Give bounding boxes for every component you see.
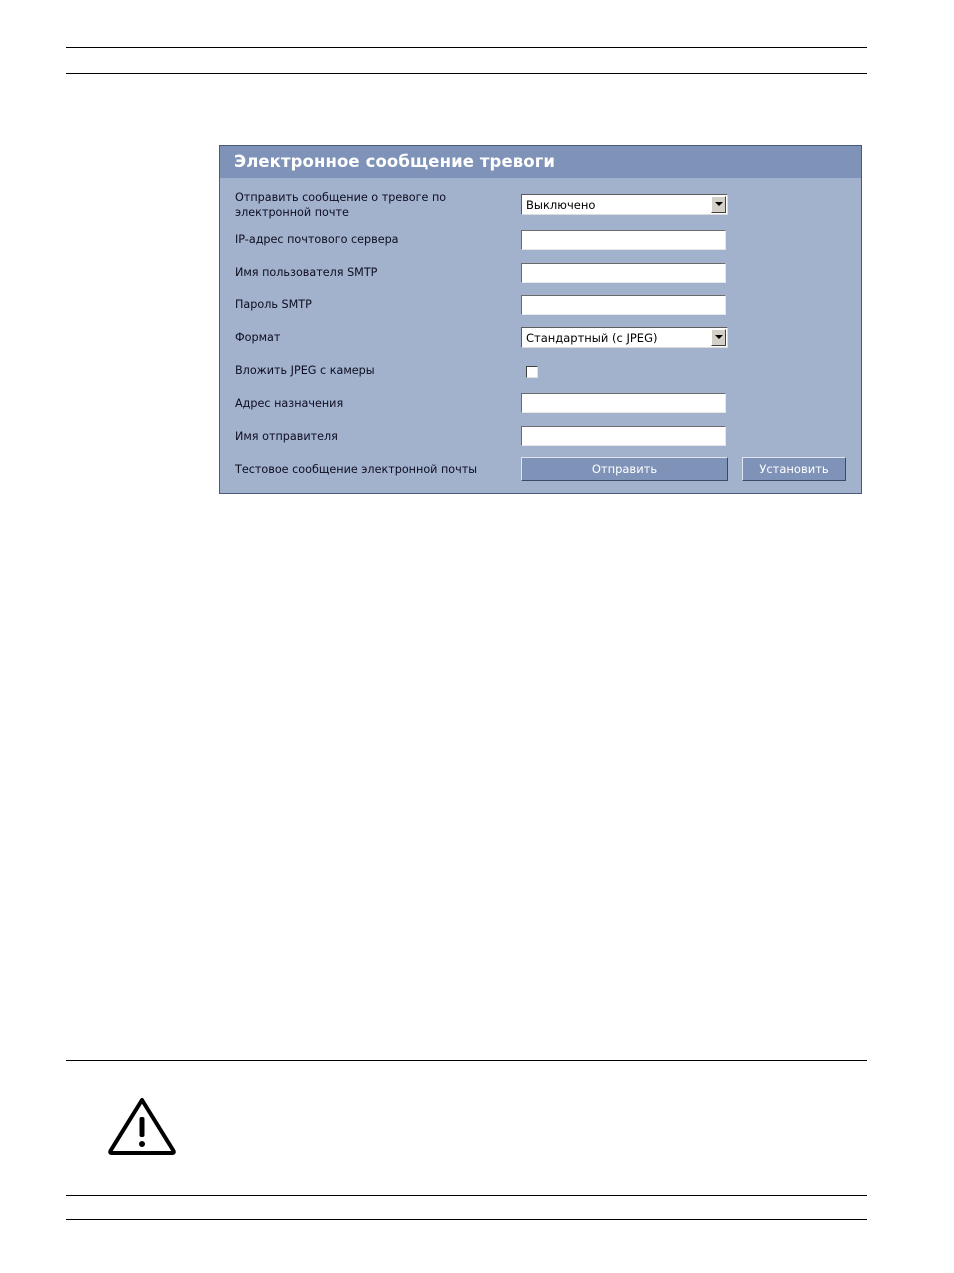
smtp-password-input[interactable] [521,295,726,315]
email-alarm-panel [219,145,862,494]
set-button[interactable]: Установить [742,457,846,481]
send-alarm-select[interactable] [521,194,728,215]
panel-title: Электронное сообщение тревоги [234,152,556,171]
format-select[interactable] [521,327,728,348]
destination-input[interactable] [521,393,726,413]
send-alarm-select-value: Выключено [526,198,596,212]
format-label: Формат [235,331,281,344]
format-select-value: Стандартный (с JPEG) [526,331,658,345]
send-alarm-label: Отправить сообщение о тревоге по электронной почте [235,191,447,219]
smtp-password-label: Пароль SMTP [235,298,312,311]
attach-jpeg-checkbox[interactable] [526,366,538,378]
footer-rule-top [66,1195,867,1196]
attach-jpeg-label: Вложить JPEG с камеры [235,364,375,377]
footer-rule-bottom [66,1219,867,1220]
note-rule-top [66,1060,867,1061]
panel-header [220,146,861,178]
smtp-user-label: Имя пользователя SMTP [235,266,378,279]
mail-server-label: IP-адрес почтового сервера [235,233,399,246]
sender-input[interactable] [521,426,726,446]
warning-triangle-icon [106,1096,178,1156]
send-button[interactable]: Отправить [521,457,728,481]
test-email-label: Тестовое сообщение электронной почты [235,463,478,476]
header-rule-top [66,47,867,48]
chevron-down-icon[interactable] [711,329,726,346]
sender-label: Имя отправителя [235,430,338,443]
header-rule-bottom [66,73,867,74]
smtp-user-input[interactable] [521,263,726,283]
chevron-down-icon[interactable] [711,196,726,213]
mail-server-input[interactable] [521,230,726,250]
destination-label: Адрес назначения [235,397,344,410]
